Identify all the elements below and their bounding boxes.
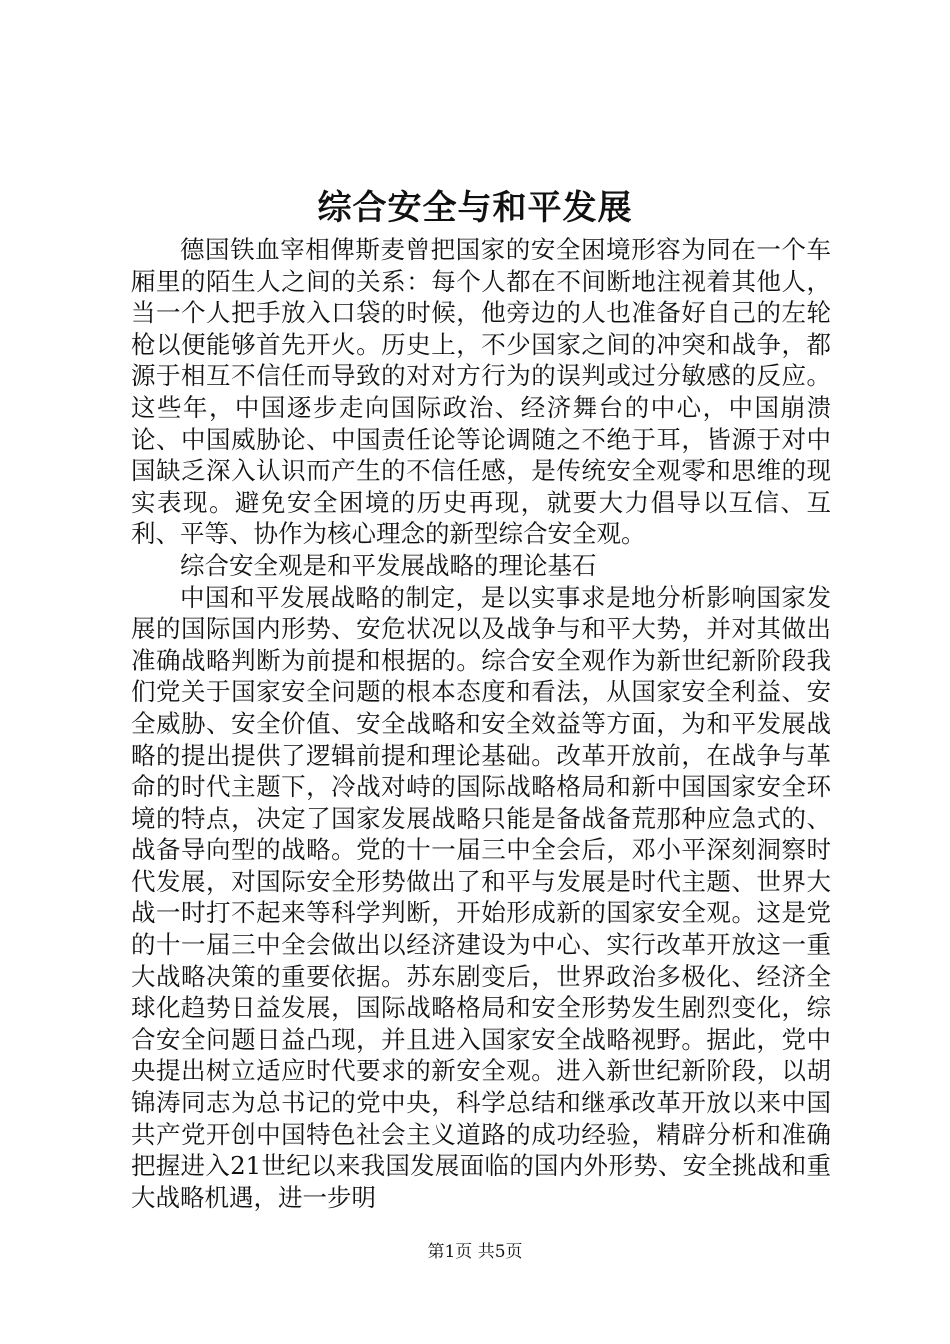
document-title: 综合安全与和平发展 [317, 188, 633, 228]
document-body [131, 234, 831, 1213]
paragraph-main: 中国和平发展战略的制定，是以实事求是地分析影响国家发展的国际国内形势、安危状况以及战争与和平大势，并对其做出准确战略判断为前提和根据的。综合安全观作为新世纪新阶段我们党关于国家安全问题的根本态度和看法，从国家安全利益、安全威胁、安全价值、安全战略和安全效益等方面，为和平发展战略的提出提供了逻辑前提和理论基础。改革开放前，在战争与革命的时代主题下，冷战对峙的国际战略格局和新中国国家安全环境的特点，决定了国家发展战略只能是备战备荒那种应急式的、战备导向型的战略。党的十一届三中全会后，邓小平深刻洞察时代发展，对国际安全形势做出了和平与发展是时代主题、世界大战一时打不起来等科学判断，开始形成新的国家安全观。这是党的十一届三中全会做出以经济建设为中心、实行改革开放这一重大战略决策的重要依据。苏东剧变后，世界政治多极化、经济全球化趋势日益发展，国际战略格局和安全形势发生剧烈变化，综合安全问题日益凸现，并且进入国家安全战略视野。据此，党中央提出树立适应时代要求的新安全观。进入新世纪新阶段，以胡锦涛同志为总书记的党中央，科学总结和继承改革开放以来中国共产党开创中国特色社会主义道路的成功经验，精辟分析和准确把握进入21世纪以来我国发展面临的国内外形势、安全挑战和重大战略机遇，进一步明 [131, 582, 831, 1212]
section-heading: 综合安全观是和平发展战略的理论基石 [180, 550, 597, 580]
paragraph-intro: 德国铁血宰相俾斯麦曾把国家的安全困境形容为同在一个车厢里的陌生人之间的关系：每个人都在不间断地注视着其他人，当一个人把手放入口袋的时候，他旁边的人也准备好自己的左轮枪以便能够首先开火。历史上，不少国家之间的冲突和战争，都源于相互不信任而导致的对对方行为的误判或过分敏感的反应。这些年，中国逐步走向国际政治、经济舞台的中心，中国崩溃论、中国威胁论、中国责任论等论调随之不绝于耳，皆源于对中国缺乏深入认识而产生的不信任感，是传统安全观零和思维的现实表现。避免安全困境的历史再现，就要大力倡导以互信、互利、平等、协作为核心理念的新型综合安全观。 [131, 235, 831, 549]
page-footer: 第1页 共5页 [427, 1242, 523, 1262]
